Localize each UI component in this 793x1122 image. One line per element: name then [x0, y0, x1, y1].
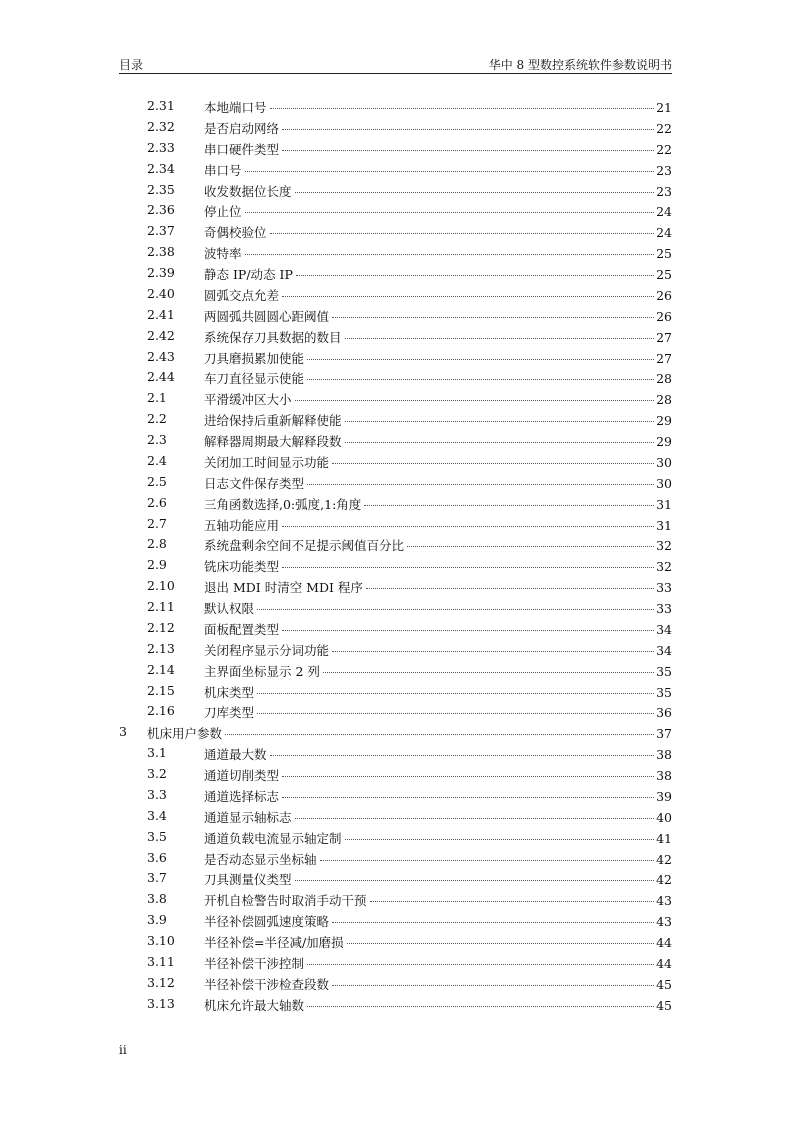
toc-entry-number: 2.13	[147, 640, 175, 656]
dot-leader	[366, 587, 654, 589]
toc-entry-number: 2.7	[147, 515, 167, 531]
toc-entry[interactable]	[0, 263, 793, 284]
toc-entry-number: 2.5	[147, 473, 167, 489]
dot-leader	[282, 775, 654, 777]
toc-entry-number: 2.33	[147, 139, 175, 155]
toc-entry-title: 车刀直径显示使能	[204, 371, 305, 387]
toc-entry-number: 3.13	[147, 995, 175, 1011]
toc-entry-title: 半径补偿圆弧速度策略	[204, 914, 330, 930]
toc-entry-number: 3.7	[147, 870, 167, 886]
toc-entry-title: 进给保持后重新解释使能	[204, 413, 342, 429]
toc-entry-number: 2.39	[147, 265, 175, 280]
toc-entry-title: 关闭程序显示分词功能	[204, 642, 330, 658]
toc-entry-title: 系统保存刀具数据的数目	[204, 329, 342, 345]
dot-leader	[296, 274, 654, 276]
toc-entry-number: 2.40	[147, 285, 175, 301]
page-number: ii	[119, 1043, 127, 1057]
dot-leader	[345, 420, 655, 422]
dot-leader	[332, 984, 654, 986]
header-section-title: 目录	[119, 58, 144, 72]
toc-entry-title: 收发数据位长度	[204, 183, 292, 199]
toc-entry[interactable]	[0, 472, 793, 493]
toc-entry-page: 44	[656, 935, 672, 950]
toc-entry-number: 2.34	[147, 160, 175, 176]
toc-entry-title: 日志文件保存类型	[204, 475, 305, 491]
toc-entry[interactable]	[0, 848, 793, 869]
toc-entry-title: 通道选择标志	[204, 788, 280, 804]
toc-entry-page: 40	[656, 809, 672, 825]
toc-entry-number: 2.6	[147, 494, 167, 510]
toc-entry[interactable]	[0, 305, 793, 326]
toc-entry-page: 31	[656, 517, 672, 533]
toc-entry-title: 串口号	[204, 162, 242, 178]
toc-entry-page: 33	[656, 601, 672, 616]
toc-entry-leader-line	[204, 349, 672, 367]
dot-leader	[332, 921, 654, 923]
dot-leader	[332, 650, 654, 652]
toc-entry-leader-line	[204, 745, 672, 763]
toc-entry-title: 机床用户参数	[147, 726, 223, 742]
toc-entry-leader-line	[204, 223, 672, 241]
toc-entry[interactable]	[0, 576, 793, 597]
toc-entry[interactable]	[0, 785, 793, 806]
toc-entry[interactable]	[0, 952, 793, 973]
toc-entry-page: 45	[656, 997, 672, 1013]
dot-leader	[295, 191, 655, 193]
toc-entry[interactable]	[0, 514, 793, 535]
toc-entry-page: 22	[656, 120, 672, 136]
toc-entry[interactable]	[0, 451, 793, 472]
toc-entry-leader-line	[204, 891, 672, 909]
dot-leader	[270, 232, 655, 234]
toc-entry-leader-line	[204, 244, 672, 262]
toc-entry-leader-line	[204, 870, 672, 888]
toc-entry-title: 刀库类型	[204, 705, 255, 721]
toc-entry-page: 33	[656, 580, 672, 596]
toc-entry[interactable]	[0, 743, 793, 764]
dot-leader	[225, 733, 654, 735]
toc-entry[interactable]	[0, 159, 793, 180]
toc-entry-number: 3.11	[147, 953, 175, 969]
toc-entry-page: 42	[656, 851, 672, 867]
toc-entry-page: 28	[656, 371, 672, 387]
toc-entry[interactable]	[0, 618, 793, 639]
toc-entry[interactable]	[0, 284, 793, 305]
toc-entry-page: 27	[656, 350, 672, 366]
toc-entry-leader-line	[204, 641, 672, 659]
toc-entry-page: 38	[656, 768, 672, 783]
dot-leader	[245, 253, 655, 255]
toc-entry[interactable]	[0, 493, 793, 514]
toc-entry-page: 27	[656, 329, 672, 345]
dot-leader	[307, 963, 654, 965]
toc-entry[interactable]	[0, 597, 793, 618]
toc-entry-title: 默认权限	[204, 601, 255, 616]
toc-entry-page: 30	[656, 454, 672, 470]
dot-leader	[307, 1005, 654, 1007]
toc-entry-number: 2.42	[147, 327, 175, 343]
toc-entry-title: 是否动态显示坐标轴	[204, 851, 317, 867]
toc-entry-title: 通道切削类型	[204, 768, 280, 783]
toc-entry-title: 关闭加工时间显示功能	[204, 454, 330, 470]
dot-leader	[332, 462, 654, 464]
dot-leader	[345, 337, 655, 339]
toc-entry[interactable]	[0, 221, 793, 242]
toc-entry-number: 2.11	[147, 599, 175, 614]
toc-entry-title: 波特率	[204, 246, 242, 262]
toc-entry-leader-line	[204, 202, 672, 220]
toc-entry-number: 2.35	[147, 181, 175, 197]
toc-entry-leader-line	[204, 703, 672, 721]
toc-entry-leader-line	[204, 578, 672, 596]
toc-entry-leader-line	[204, 808, 672, 826]
dot-leader	[282, 796, 654, 798]
toc-entry-number: 2.9	[147, 557, 167, 573]
toc-entry-page: 25	[656, 267, 672, 282]
toc-entry-number: 3.5	[147, 828, 167, 844]
toc-entry[interactable]	[0, 639, 793, 660]
toc-entry-leader-line	[204, 265, 672, 283]
toc-entry[interactable]	[0, 200, 793, 221]
toc-entry-page: 30	[656, 475, 672, 491]
dot-leader	[347, 942, 654, 944]
toc-entry-title: 通道显示轴标志	[204, 809, 292, 825]
toc-entry-title: 是否启动网络	[204, 120, 280, 136]
toc-entry-title: 串口硬件类型	[204, 141, 280, 157]
toc-entry-number: 2.44	[147, 369, 175, 385]
toc-entry-leader-line	[147, 724, 672, 742]
toc-entry-page: 28	[656, 392, 672, 408]
toc-entry-title: 通道负载电流显示轴定制	[204, 830, 342, 846]
toc-entry[interactable]	[0, 910, 793, 931]
toc-entry-leader-line	[204, 829, 672, 847]
toc-entry-title: 停止位	[204, 204, 242, 220]
toc-entry-number: 2.37	[147, 223, 175, 239]
toc-entry-title: 奇偶校验位	[204, 225, 267, 241]
toc-entry-number: 2.1	[147, 390, 167, 406]
toc-entry-number: 2.10	[147, 578, 175, 594]
toc-entry-leader-line	[204, 182, 672, 200]
toc-entry-title: 退出 MDI 时清空 MDI 程序	[204, 580, 363, 596]
toc-entry-title: 解释器周期最大解释段数	[204, 434, 342, 449]
toc-entry[interactable]	[0, 660, 793, 681]
toc-entry-page: 36	[656, 705, 672, 721]
toc-entry-title: 三角函数选择,0:弧度,1:角度	[204, 496, 362, 512]
toc-entry-leader-line	[204, 662, 672, 680]
toc-entry-leader-line	[204, 453, 672, 471]
dot-leader	[282, 295, 654, 297]
toc-entry-number: 2.12	[147, 619, 175, 635]
toc-entry-leader-line	[204, 996, 672, 1014]
dot-leader	[307, 358, 654, 360]
toc-entry-number: 2.3	[147, 432, 167, 447]
toc-entry[interactable]	[0, 764, 793, 785]
toc-entry-number: 2.31	[147, 98, 175, 113]
toc-entry-number: 2.8	[147, 536, 167, 552]
toc-entry-leader-line	[204, 954, 672, 972]
toc-entry-leader-line	[204, 432, 672, 450]
toc-entry-leader-line	[204, 286, 672, 304]
toc-entry-number: 2.38	[147, 244, 175, 260]
toc-entry-title: 圆弧交点允差	[204, 287, 280, 303]
toc-entry-page: 39	[656, 788, 672, 804]
toc-entry-page: 26	[656, 287, 672, 303]
toc-entry-leader-line	[204, 516, 672, 534]
toc-entry-number: 2.15	[147, 682, 175, 698]
toc-entry-page: 32	[656, 538, 672, 554]
toc-entry-number: 2.36	[147, 202, 175, 218]
toc-entry-title: 刀具测量仪类型	[204, 872, 292, 888]
toc-entry-title: 主界面坐标显示 2 列	[204, 663, 320, 679]
toc-entry-title: 两圆弧共圆圆心距阈值	[204, 308, 330, 324]
toc-entry[interactable]	[0, 701, 793, 722]
toc-entry-leader-line	[204, 98, 672, 116]
toc-entry-leader-line	[204, 411, 672, 429]
toc-entry-page: 34	[656, 642, 672, 658]
dot-leader	[345, 441, 655, 443]
dot-leader	[295, 879, 655, 881]
toc-entry[interactable]	[0, 138, 793, 159]
toc-entry-page: 41	[656, 830, 672, 846]
dot-leader	[245, 170, 655, 172]
toc-entry-page: 24	[656, 204, 672, 220]
toc-entry-number: 2.2	[147, 411, 167, 427]
toc-entry-number: 2.43	[147, 348, 175, 364]
toc-entry-number: 2.32	[147, 118, 175, 134]
toc-entry-page: 21	[656, 100, 672, 115]
toc-entry[interactable]	[0, 868, 793, 889]
toc-entry-leader-line	[204, 557, 672, 575]
dot-leader	[323, 671, 654, 673]
toc-entry-title: 半径补偿干涉检查段数	[204, 976, 330, 992]
dot-leader	[320, 859, 655, 861]
toc-entry-leader-line	[204, 787, 672, 805]
toc-entry-title: 半径补偿干涉控制	[204, 955, 305, 971]
toc-entry-page: 22	[656, 141, 672, 157]
toc-entry-number: 2.16	[147, 703, 175, 719]
toc-entry-number: 3	[119, 724, 127, 740]
dot-leader	[407, 545, 654, 547]
toc-entry[interactable]	[0, 388, 793, 409]
dot-leader	[257, 692, 654, 694]
toc-entry-title: 静态 IP/动态 IP	[204, 267, 293, 282]
dot-leader	[270, 754, 655, 756]
toc-entry-title: 平滑缓冲区大小	[204, 392, 292, 408]
toc-entry-leader-line	[204, 140, 672, 158]
toc-entry[interactable]	[0, 555, 793, 576]
toc-entry-number: 3.12	[147, 974, 175, 990]
toc-entry[interactable]	[0, 430, 793, 451]
dot-leader	[245, 211, 655, 213]
toc-entry[interactable]	[0, 242, 793, 263]
toc-entry-title: 五轴功能应用	[204, 517, 280, 533]
dot-leader	[282, 128, 654, 130]
dot-leader	[332, 316, 654, 318]
toc-entry[interactable]	[0, 534, 793, 555]
toc-entry-page: 29	[656, 413, 672, 429]
toc-entry-page: 23	[656, 162, 672, 178]
toc-entry-page: 24	[656, 225, 672, 241]
toc-entry-leader-line	[204, 599, 672, 617]
toc-entry-page: 38	[656, 747, 672, 763]
toc-entry-title: 通道最大数	[204, 747, 267, 763]
toc-entry-page: 45	[656, 976, 672, 992]
toc-entry-page: 42	[656, 872, 672, 888]
toc-entry-leader-line	[204, 495, 672, 513]
dot-leader	[345, 838, 655, 840]
header-document-title: 华中 8 型数控系统软件参数说明书	[488, 58, 672, 72]
toc-entry-title: 铣床功能类型	[204, 559, 280, 575]
toc-entry-leader-line	[204, 161, 672, 179]
toc-entry[interactable]	[0, 827, 793, 848]
toc-entry-page: 34	[656, 621, 672, 637]
toc-entry-leader-line	[204, 307, 672, 325]
toc-entry-number: 3.6	[147, 849, 167, 865]
dot-leader	[295, 817, 655, 819]
toc-entry-page: 31	[656, 496, 672, 512]
toc-entry-page: 43	[656, 914, 672, 930]
toc-entry[interactable]	[0, 931, 793, 952]
toc-entry-title: 开机自检警告时取消手动干预	[204, 893, 367, 909]
toc-entry-leader-line	[204, 975, 672, 993]
toc-entry-title: 机床类型	[204, 684, 255, 700]
toc-entry-leader-line	[204, 850, 672, 868]
toc-entry[interactable]	[0, 994, 793, 1015]
dot-leader	[364, 504, 654, 506]
toc-entry-leader-line	[204, 620, 672, 638]
toc-entry-leader-line	[204, 390, 672, 408]
toc-entry-page: 44	[656, 955, 672, 971]
toc-entry-page: 29	[656, 434, 672, 449]
toc-entry-number: 3.1	[147, 745, 167, 761]
toc-entry-leader-line	[204, 933, 672, 951]
toc-entry-leader-line	[204, 328, 672, 346]
toc-entry-leader-line	[204, 474, 672, 492]
toc-entry-leader-line	[204, 536, 672, 554]
toc-entry[interactable]	[0, 681, 793, 702]
toc-entry-leader-line	[204, 766, 672, 784]
dot-leader	[370, 900, 655, 902]
toc-entry-title: 刀具磨损累加使能	[204, 350, 305, 366]
toc-entry[interactable]	[0, 180, 793, 201]
dot-leader	[295, 399, 655, 401]
toc-entry[interactable]	[0, 889, 793, 910]
toc-entry[interactable]	[0, 973, 793, 994]
toc-entry[interactable]	[0, 96, 793, 117]
toc-entry-page: 43	[656, 893, 672, 909]
toc-entry-title: 机床允许最大轴数	[204, 997, 305, 1013]
toc-entry-number: 2.41	[147, 306, 175, 322]
toc-entry-number: 2.4	[147, 452, 167, 468]
toc-entry-page: 26	[656, 308, 672, 324]
toc-entry[interactable]	[0, 367, 793, 388]
toc-entry-number: 3.2	[147, 766, 167, 781]
toc-entry-page: 25	[656, 246, 672, 262]
dot-leader	[282, 525, 654, 527]
toc-entry[interactable]	[0, 347, 793, 368]
toc-entry-number: 3.9	[147, 912, 167, 928]
toc-entry-title: 本地端口号	[204, 100, 267, 115]
dot-leader	[282, 629, 654, 631]
toc-entry-title: 系统盘剩余空间不足提示阈值百分比	[204, 538, 405, 554]
toc-entry-title: 面板配置类型	[204, 621, 280, 637]
toc-chapter-entry[interactable]	[0, 722, 793, 743]
page-header	[119, 52, 672, 74]
dot-leader	[282, 149, 654, 151]
toc-entry-page: 35	[656, 663, 672, 679]
toc-entry-title: 半径补偿=半径减/加磨损	[204, 935, 344, 950]
toc-entry-number: 3.8	[147, 891, 167, 907]
toc-entry-leader-line	[204, 912, 672, 930]
toc-entry[interactable]	[0, 806, 793, 827]
toc-entry-number: 2.14	[147, 661, 175, 677]
dot-leader	[257, 608, 654, 610]
dot-leader	[257, 712, 654, 714]
toc-entry[interactable]	[0, 117, 793, 138]
toc-entry-page: 37	[656, 726, 672, 742]
toc-entry-number: 3.3	[147, 786, 167, 802]
toc-entry-number: 3.10	[147, 933, 175, 948]
toc-entry-number: 3.4	[147, 807, 167, 823]
dot-leader	[282, 566, 654, 568]
toc-entry-page: 35	[656, 684, 672, 700]
toc-entry-page: 32	[656, 559, 672, 575]
toc-entry-leader-line	[204, 683, 672, 701]
toc-entry-page: 23	[656, 183, 672, 199]
dot-leader	[307, 483, 654, 485]
dot-leader	[307, 378, 654, 380]
toc-entry-leader-line	[204, 119, 672, 137]
dot-leader	[270, 107, 655, 109]
toc-entry[interactable]	[0, 409, 793, 430]
toc-entry[interactable]	[0, 326, 793, 347]
table-of-contents	[0, 96, 793, 1015]
toc-entry-leader-line	[204, 369, 672, 387]
